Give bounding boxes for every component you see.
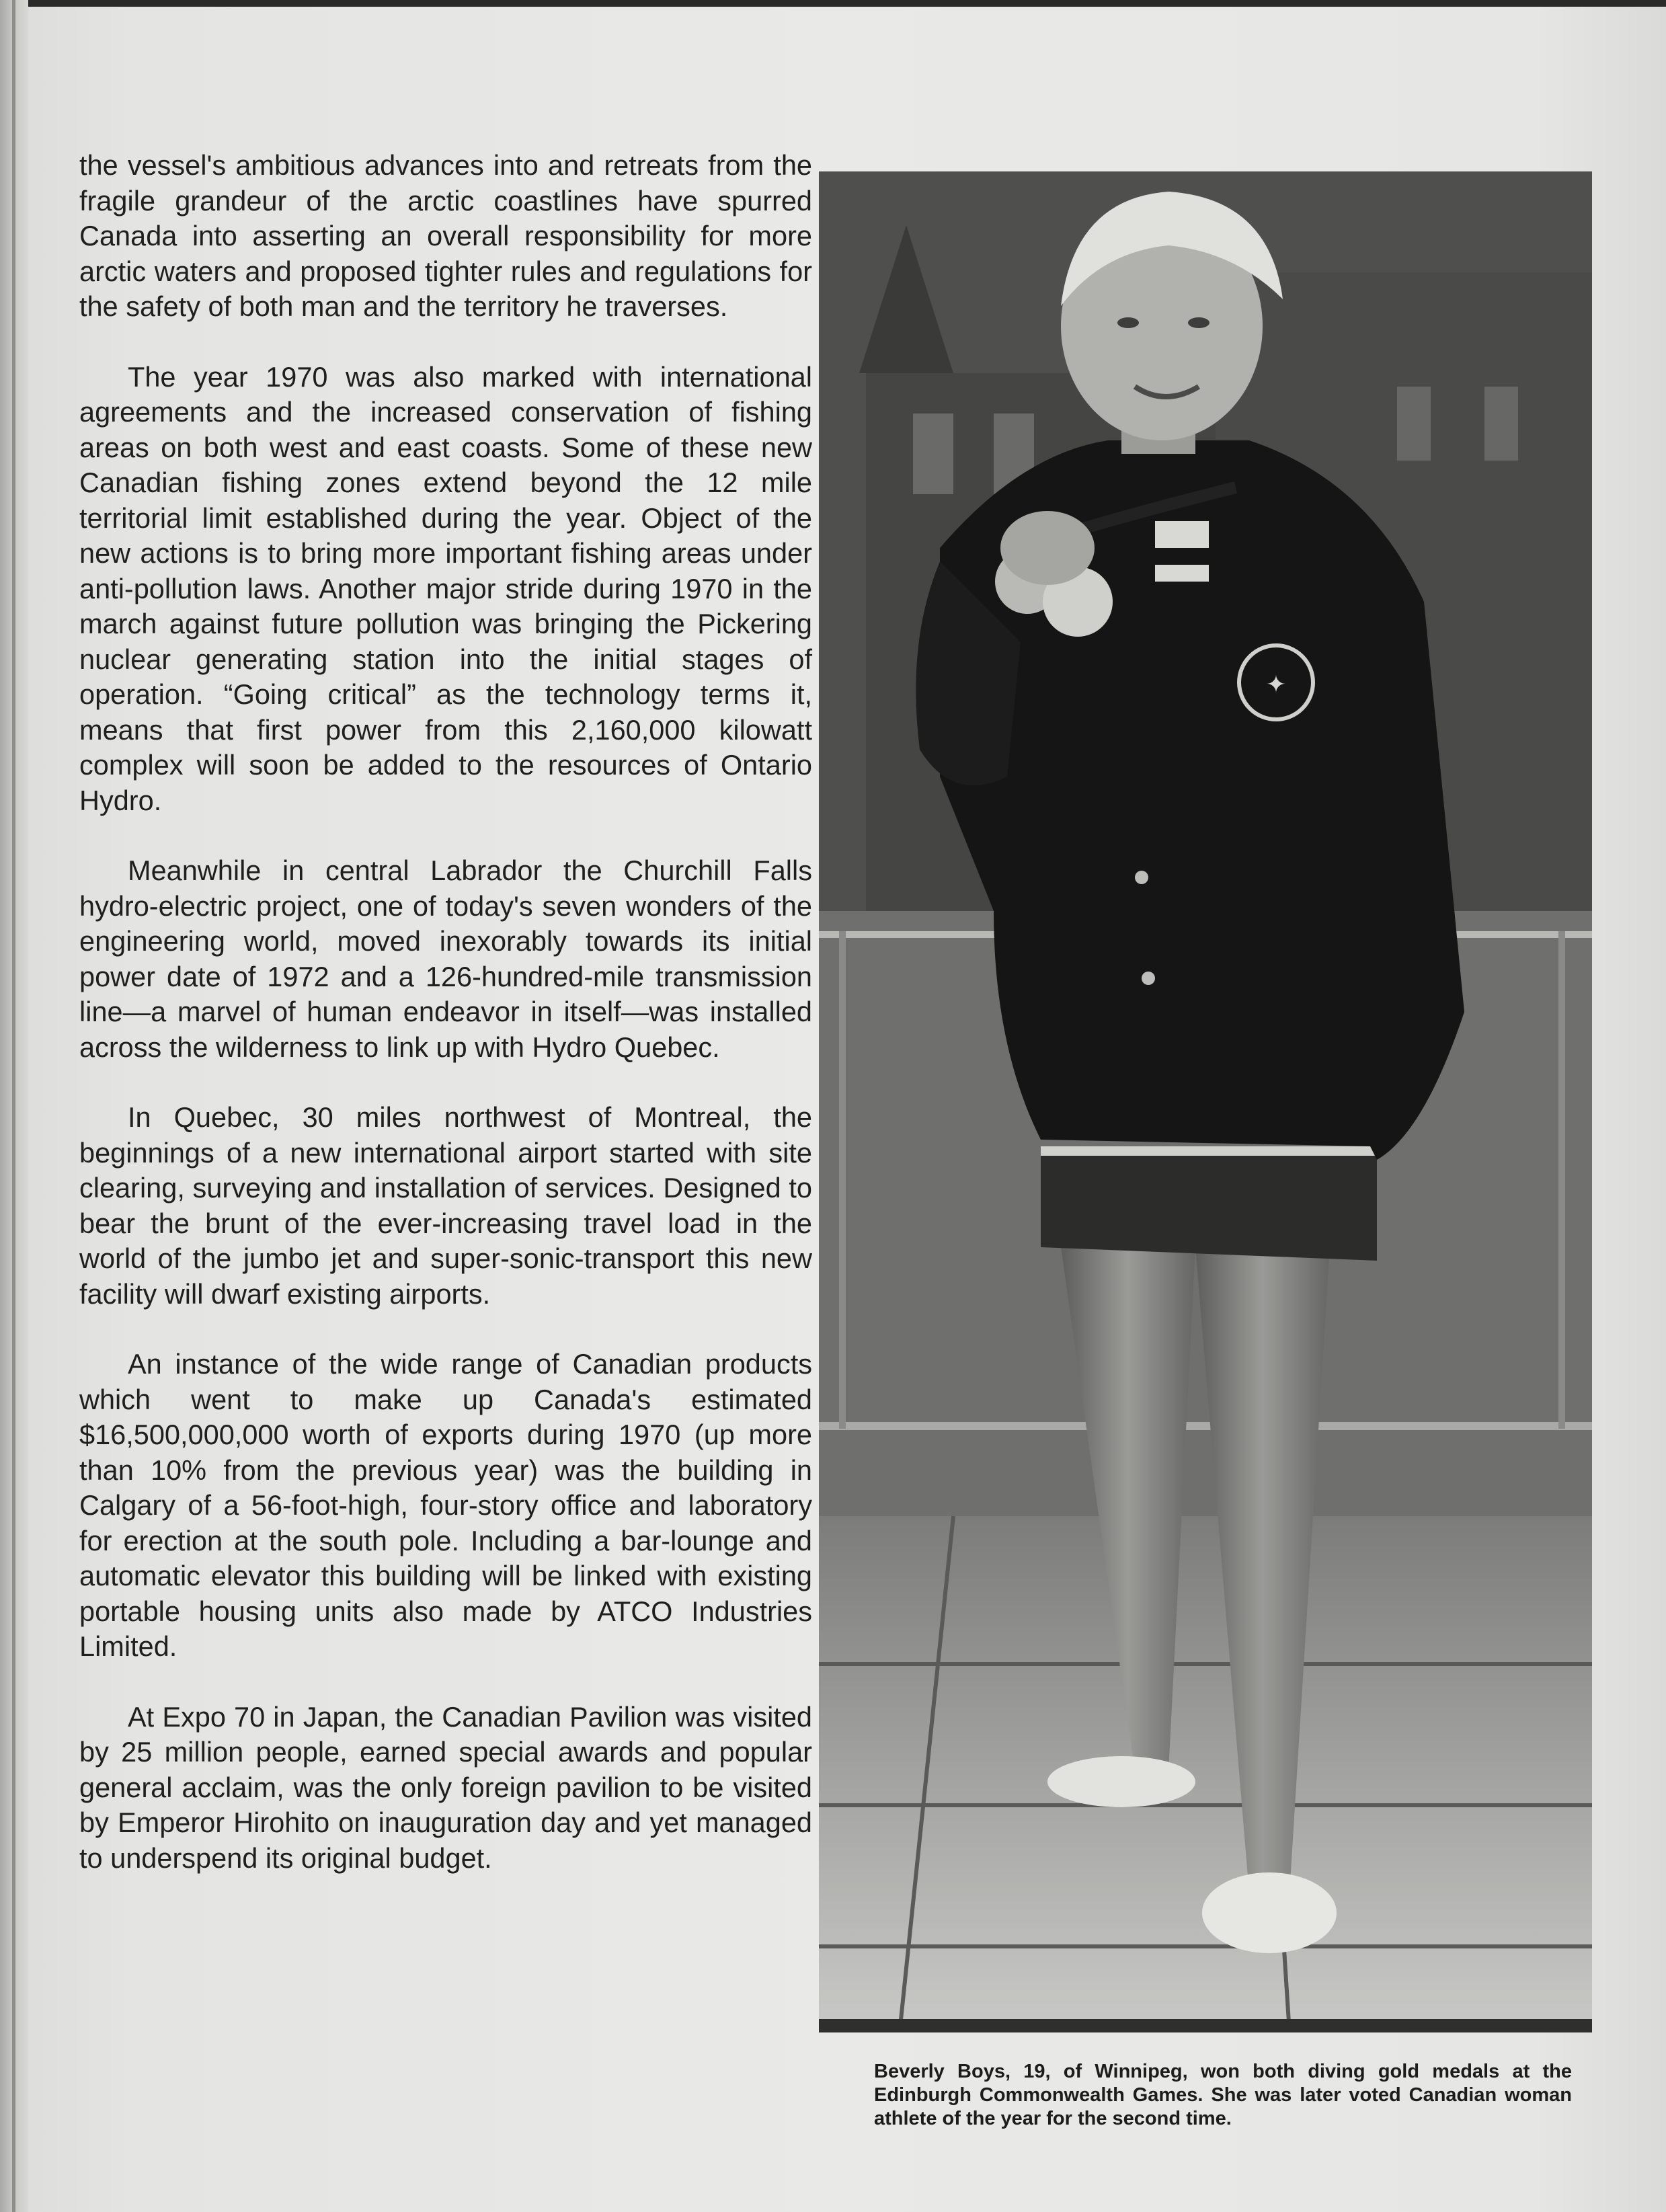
binding-line [12,0,15,2212]
athlete-photograph [819,171,1592,2032]
article-paragraph-5: An instance of the wide range of Canadian products which went to make up Canada's estimated $16,500,000,000 worth of exports during 1970 (up more than 10% from the previous year) was the building in Calgary of a 56-foot-high, four-story office and laboratory for erection at the south pole. Including a bar-lounge and automatic elevator this building will be linked with existing portable housing units also made by ATCO Industries Limited. [79,1348,812,1662]
article-paragraph-3: Meanwhile in central Labrador the Churchill Falls hydro-electric project, one of today's seven wonders of the engineering world, moved inexorably towards its initial power date of 1972 and a 126-hundred-mile transmission line—a marvel of human endeavor in itself—was installed across the wilderness to link up with Hydro Quebec. [79,855,812,1063]
article-paragraph-2: The year 1970 was also marked with international agreements and the increased conservation of fishing areas on both west and east coasts. Some of these new Canadian fishing zones extend beyond the 12 mile territorial limit established during the year. Object of the new actions is to bring more important fishing areas under anti-pollution laws. Another major stride during 1970 in the march against future pollution was bringing the Pickering nuclear generating station into the initial stages of operation. “Going critical” as the technology terms it, means that first power from this 2,160,000 kilowatt complex will soon be added to the resources of Ontario Hydro. [79,360,812,816]
article-paragraph-4: In Quebec, 30 miles northwest of Montreal, the beginnings of a new international airport started with site clearing, surveying and installation of services. Designed to bear the brunt of the ever-increasing travel load in the world of the jumbo jet and super-sonic-transport this new facility will dwarf existing airports. [79,1101,812,1310]
article-paragraph-1: the vessel's ambitious advances into and retreats from the fragile grandeur of the arctic coastlines have spurred Canada into asserting an overall responsibility for more arctic waters and proposed tighter rules and regulations for the safety of both man and the territory he traverses. [79,149,812,322]
article-paragraph-6: At Expo 70 in Japan, the Canadian Pavilion was visited by 25 million people, earned special awards and popular general acclaim, was the only foreign pavilion to be visited by Emperor Hirohito on inauguration day and yet managed to underspend its original budget. [79,1700,812,1874]
photograph-illustration [819,171,1592,2032]
page-top-edge [0,0,1666,7]
article-text-column [79,148,812,1911]
photo-caption: Beverly Boys, 19, of Winnipeg, won both diving gold medals at the Edinburgh Commonwealth Games. She was later voted Canadian woman athlete of the year for the second time. [874,2061,1572,2129]
svg-text:✦: ✦ [1265,671,1287,699]
